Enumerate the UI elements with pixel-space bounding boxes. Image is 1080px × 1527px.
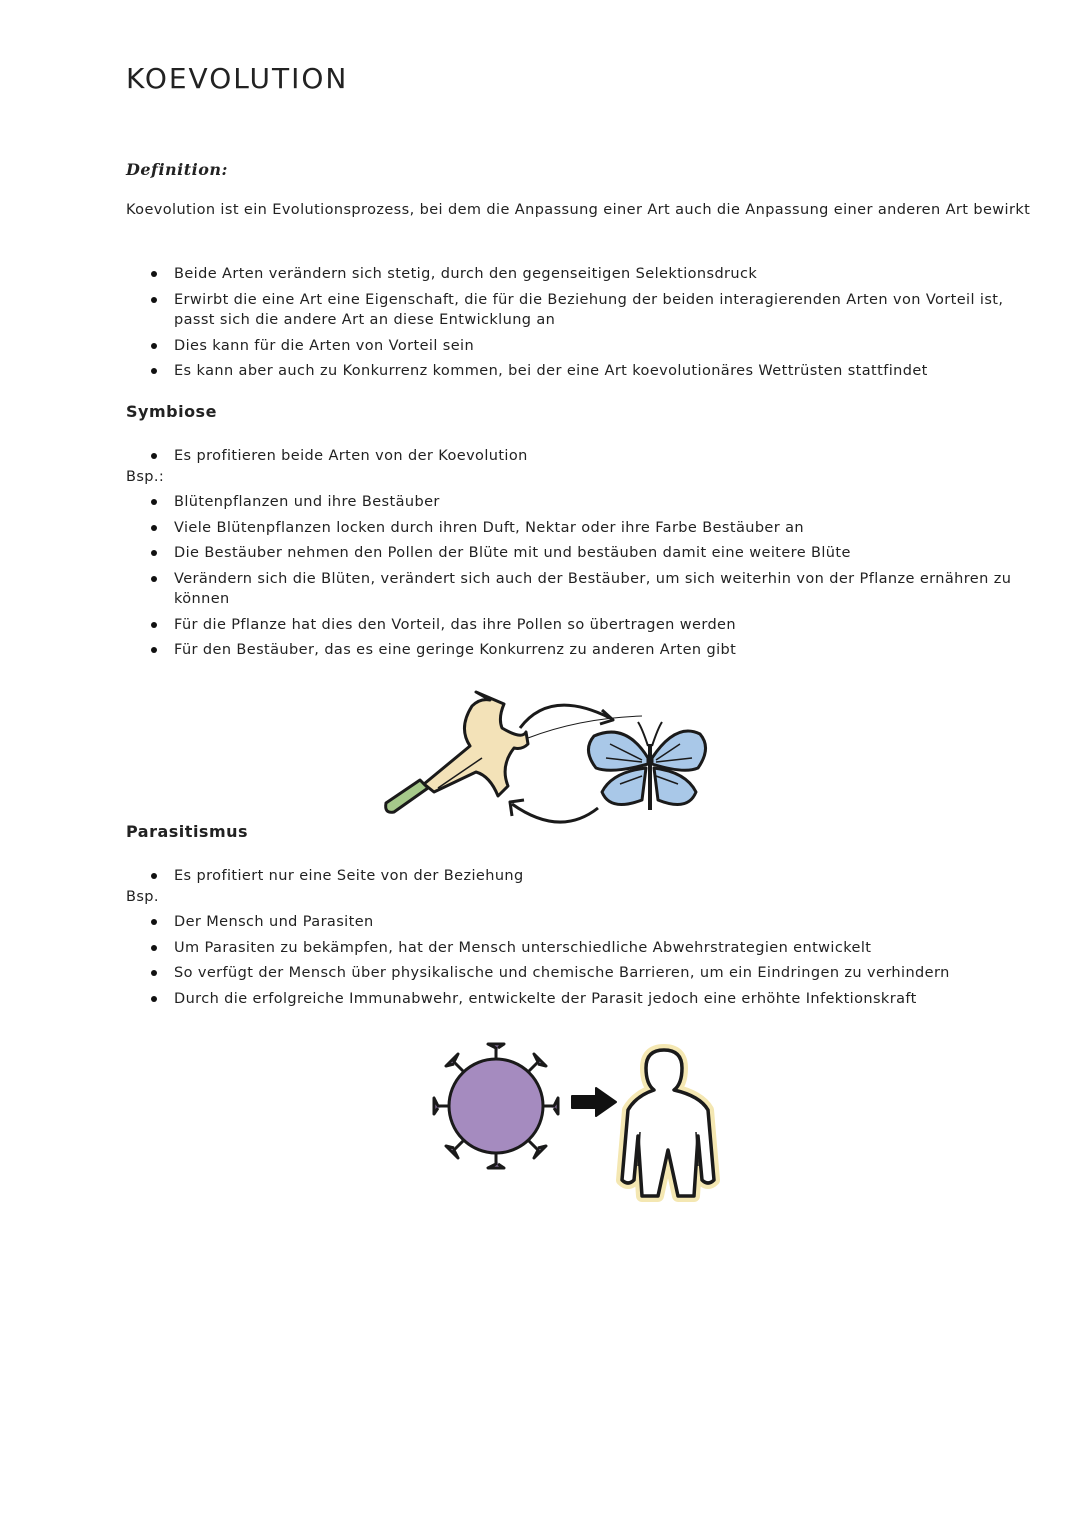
list-item: Die Bestäuber nehmen den Pollen der Blüte mit und bestäuben damit eine weitere Blüte [150,543,1040,564]
list-item: Für die Pflanze hat dies den Vorteil, das ihre Pollen so übertragen werden [150,615,1040,636]
definition-bullets [150,264,1040,387]
parasitismus-bsp-label: Bsp. [126,889,159,905]
list-item: Es kann aber auch zu Konkurrenz kommen, bei der eine Art koevolutionäres Wettrüsten stattfindet [150,361,1040,382]
parasitismus-intro-bullets [150,866,1040,892]
page-title: KOEVOLUTION [126,62,349,95]
symbiose-bsp-label: Bsp.: [126,469,165,485]
parasitismus-illustration [418,1040,728,1205]
list-item: Dies kann für die Arten von Vorteil sein [150,336,1040,357]
list-item: Um Parasiten zu bekämpfen, hat der Mensch unterschiedliche Abwehrstrategien entwickelt [150,938,1040,959]
list-item: Viele Blütenpflanzen locken durch ihren Duft, Nektar oder ihre Farbe Bestäuber an [150,518,1040,539]
virus-icon [434,1044,558,1168]
list-item: Es profitieren beide Arten von der Koevolution [150,446,1040,467]
list-item: Der Mensch und Parasiten [150,912,1040,933]
symbiose-bullets [150,492,1040,666]
butterfly-icon [588,722,705,810]
definition-heading: Definition: [126,160,228,179]
list-item: Blütenpflanzen und ihre Bestäuber [150,492,1040,513]
list-item: Verändern sich die Blüten, verändert sich auch der Bestäuber, um sich weiterhin von der Pflanze ernähren zu können [150,569,1040,610]
parasitismus-heading: Parasitismus [126,822,249,841]
symbiose-heading: Symbiose [126,402,217,421]
list-item: So verfügt der Mensch über physikalische und chemische Barrieren, um ein Eindringen zu verhindern [150,963,1040,984]
list-item: Es profitiert nur eine Seite von der Beziehung [150,866,1040,887]
human-silhouette-icon [622,1050,714,1196]
symbiose-illustration [380,688,710,833]
list-item: Erwirbt die eine Art eine Eigenschaft, die für die Beziehung der beiden interagierenden Arten von Vorteil ist, passt sich die andere Art an diese Entwicklung an [150,290,1040,331]
list-item: Beide Arten verändern sich stetig, durch den gegenseitigen Selektionsdruck [150,264,1040,285]
list-item: Für den Bestäuber, das es eine geringe Konkurrenz zu anderen Arten gibt [150,640,1040,661]
symbiose-intro-bullets [150,446,1040,472]
parasitismus-bullets [150,912,1040,1014]
definition-text: Koevolution ist ein Evolutionsprozess, bei dem die Anpassung einer Art auch die Anpassung einer anderen Art bewirkt [126,202,1031,218]
arrow-right-icon [572,1088,616,1116]
flower-icon [386,692,528,812]
list-item: Durch die erfolgreiche Immunabwehr, entwickelte der Parasit jedoch eine erhöhte Infektionskraft [150,989,1040,1010]
